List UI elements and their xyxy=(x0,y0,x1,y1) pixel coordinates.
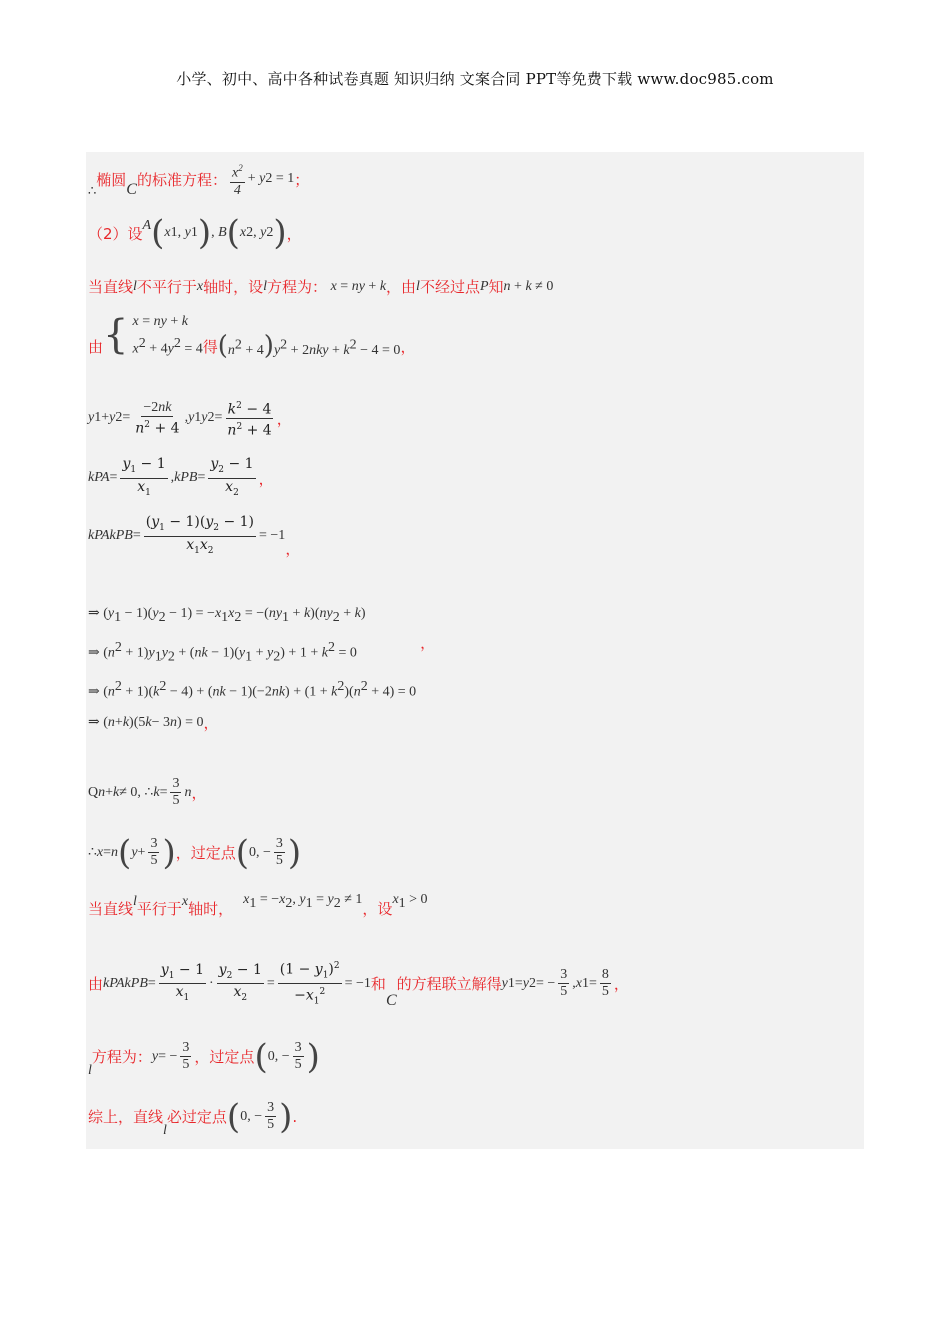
line-slopes: k PA = $\frac{y_1 - 1}{x_1}$ , k PB = $\frac{y_2 - 1}{x_2}$ ， xyxy=(88,456,274,498)
page-header: 小学、初中、高中各种试卷真题 知识归纳 文案合同 PPT等免费下载 www.doc985.com xyxy=(176,70,774,88)
line-conclusion: 综上，直线 l 必过定点 ( 0, − $\frac{3}{5}$ ) . xyxy=(88,1096,298,1138)
line-ellipse-equation: ∴ 椭圆 C 的标准方程： $\frac{x^2}{4}$ + y 2 = 1 ； xyxy=(88,160,309,199)
solution-panel xyxy=(86,152,864,1149)
therefore-symbol: ∴ xyxy=(88,183,97,199)
line-system: 由 { x = ny + k $x^2 + 4y^2 = 4$ 得 $(n^2 + 4)y^2 + 2nky + k^2 - 4 = 0$ ， xyxy=(88,312,416,361)
line-fixed-point: ∴ x = n ( y + $\frac{3}{5}$ ) ，过定点 ( 0, − $\frac{3}{5}$ ) xyxy=(88,832,302,873)
line-slope-product: k PA k PB = $\frac{(y_1 - 1)(y_2 - 1)}{x_1x_2}$ = −1 ， xyxy=(88,514,301,558)
line-parallel-case: 当直线 l 平行于 x 轴时， $x_1 = -x_2$, $y_1 = y_2 \ne 1$ ，设 $x_1 > 0$ xyxy=(88,892,428,918)
line-l-equation: l 方程为： y = − $\frac{3}{5}$ ，过定点 ( 0, − $\frac{3}{5}$ ) xyxy=(88,1036,320,1078)
formula-fraction: $\frac{x^2}{4}$ xyxy=(230,160,245,199)
line-vieta: y 1 + y 2 = $\frac{-2nk}{n^2 + 4}$ , y 1 y 2 = $\frac{k^2 - 4}{n^2 + 4}$ ， xyxy=(88,399,292,439)
line-factor: ⇒ ( n + k )(5 k − 3 n ) = 0 ， xyxy=(88,714,219,732)
line-parallel-solve: 由 k PA k PB = $\frac{y_1 - 1}{x_1}$ · $\frac{y_2 - 1}{x_2}$ = $\frac{(1 - y_1)^2}{-x_1^2}$ = −1 和 C 的方程联立解得 y 1 = y 2 = − $\frac{3}{5}$ , x 1 = $\frac{8}{5}$ ， xyxy=(88,958,629,1010)
line-set-points: （2）设 A ( x 1 , y 1 ) , B ( x 2 , y 2 ) ， xyxy=(88,213,302,253)
line-derivation: ⇒ $(y_1 - 1)(y_2 - 1) = -x_1x_2 = -(ny_1 + k)(ny_2 + k)$ ⇒ $(n^2 + 1)y_1y_2 + (nk - 1)(y_1 + y_2) + 1 + k^2 = 0$ ⇒ $(n^2 + 1)(k^2 - 4) + (nk - 1)(-2nk) + (1 + k^2)(n^2 + 4) = 0$ ， xyxy=(88,606,436,700)
line-not-parallel-case: 当直线 l 不平行于 x 轴时，设 l 方程为： x = ny + k ，由 l 不经过点 P 知 n + k ≠ 0 xyxy=(88,278,554,296)
line-k-value: Q n + k ≠ 0, ∴ k = $\frac{3}{5}$ n ， xyxy=(88,776,207,808)
